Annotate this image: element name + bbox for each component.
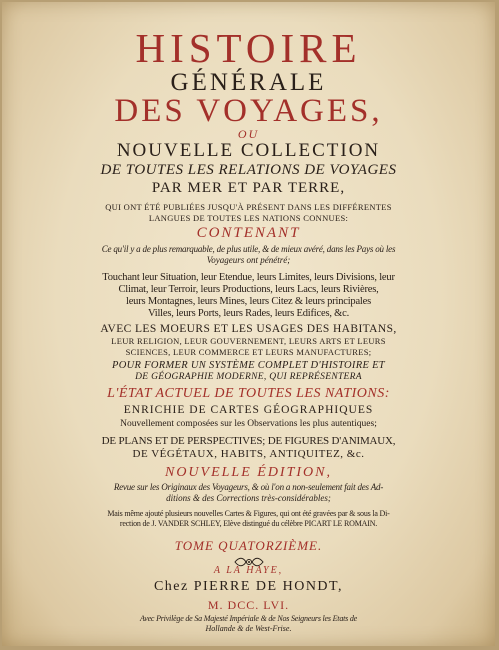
publisher-name: Chez PIERRE DE HONDT, [153,579,344,594]
contenant-line-1: Ce qu'il y a de plus remarquable, de plus utile, & de mieux avéré, dans les Pays où les [101,244,396,254]
place-la-haye: A LA HAYE, [213,565,284,576]
privilege-line-2: Hollande & de West-Frise. [205,624,292,633]
touchant-line-3: leurs Montagnes, leurs Mines, leurs Citez & leurs principales [126,296,371,307]
revue-line-1: Revue sur les Originaux des Voyageurs, & où l'on a non-seulement fait des Ad- [113,482,384,492]
mais-line-2: rection de J. VANDER SCHLEY, Elève distingué du célèbre PICART LE ROMAIN. [119,519,378,528]
moeurs-line-2: LEUR RELIGION, LEUR GOUVERNEMENT, LEURS ARTS ET LEURS [111,336,386,346]
nouvelle-edition: NOUVELLE ÉDITION, [164,465,332,480]
pour-line-2: DE GÉOGRAPHIE MODERNE, QUI REPRÉSENTERA [135,372,362,382]
published-line-1: QUI ONT ÉTÉ PUBLIÉES JUSQU'À PRÉSENT DANS LES DIFFÉRENTES [105,202,392,212]
subtitle-relations: DE TOUTES LES RELATIONS DE VOYAGES [100,162,397,178]
mais-line-1: Mais même ajouté plusieurs nouvelles Cartes & Figures, qui ont été gravées par & sous la Di- [107,509,390,518]
touchant-line-1: Touchant leur Situation, leur Etendue, leurs Limites, leurs Divisions, leur [102,272,395,283]
printer-ornament-icon [233,553,265,565]
nouvellement-composees: Nouvellement composées sur les Observations les plus autentiques; [120,419,377,429]
title-page [2,2,495,646]
subtitle-nouvelle-collection: NOUVELLE COLLECTION [116,140,381,161]
year-imprint: M. DCC. LVI. [207,598,290,612]
touchant-line-4: Villes, leurs Ports, leurs Rades, leurs Edifices, &c. [147,308,350,319]
revue-line-2: ditions & des Corrections très-considérables; [166,493,331,503]
title-generale: GÉNÉRALE [170,69,327,96]
etat-actuel: L'ÉTAT ACTUEL DE TOUTES LES NATIONS: [107,386,390,401]
contenant-line-2: Voyageurs ont pénétré; [206,255,291,265]
moeurs-line-1: AVEC LES MOEURS ET LES USAGES DES HABITANS, [100,323,397,335]
enrichie-cartes: ENRICHIE DE CARTES GÉOGRAPHIQUES [123,404,374,416]
privilege-line-1: Avec Privilège de Sa Majesté Impériale & de Nos Seigneurs les Etats de [139,614,358,623]
title-histoire: HISTOIRE [135,25,362,71]
pour-line-1: POUR FORMER UN SYSTÈME COMPLET D'HISTOIRE ET [112,360,385,371]
plans-line-2: DE VÉGÉTAUX, HABITS, ANTIQUITEZ, &c. [132,448,365,460]
moeurs-line-3: SCIENCES, LEUR COMMERCE ET LEURS MANUFACTURES; [125,347,372,357]
touchant-line-2: Climat, leur Terroir, leurs Productions, leurs Lacs, leurs Rivières, [118,284,379,295]
title-des-voyages: DES VOYAGES, [114,93,383,129]
subtitle-mer-terre: PAR MER ET PAR TERRE, [151,180,346,196]
published-line-2: LANGUES DE TOUTES LES NATIONS CONNUES: [148,213,349,223]
plans-line-1: DE PLANS ET DE PERSPECTIVES; DE FIGURES D'ANIMAUX, [101,435,396,447]
tome-quatorzieme: TOME QUATORZIÈME. [174,538,323,553]
contenant-heading: CONTENANT [196,225,301,241]
title-ou: OU [237,127,260,141]
